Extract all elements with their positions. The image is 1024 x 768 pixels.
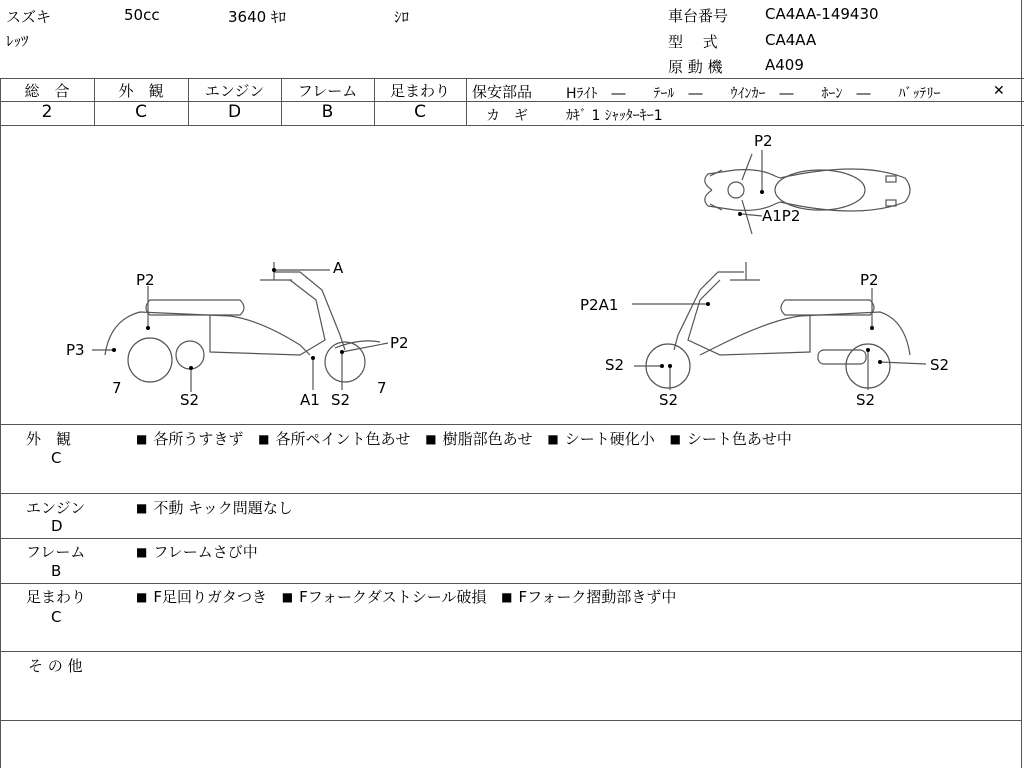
diagram-label: 7 — [112, 379, 122, 397]
grade-label: 足まわり — [389, 82, 450, 100]
grade-value: C — [414, 102, 426, 122]
diagram-label: P2 — [136, 271, 155, 289]
grade-label: エンジン — [204, 82, 265, 100]
grade-label: 総 合 — [24, 82, 70, 100]
note-item: ■ 各所ペイント色あせ — [258, 430, 410, 448]
note-items — [136, 541, 268, 562]
note-item: ■ 各所うすきず — [136, 430, 243, 448]
diagram-label: 7 — [377, 379, 387, 397]
frame-no-label: 車台番号 — [668, 7, 729, 25]
key-label: カ ギ — [486, 108, 528, 124]
note-grade: B — [51, 562, 62, 580]
divider — [466, 78, 467, 125]
engine-label: 原 動 機 — [668, 58, 723, 76]
note-items — [136, 586, 686, 607]
diagram-label: P2A1 — [580, 296, 619, 314]
diagram-label: S2 — [331, 391, 351, 409]
divider — [0, 651, 1022, 652]
displacement: 50cc — [124, 6, 160, 24]
note-item: ■ 樹脂部色あせ — [425, 430, 532, 448]
mileage: 3640 ｷﾛ — [228, 8, 286, 26]
key-value: ｶｷﾞ 1 ｼｬｯﾀｰｷｰ1 — [566, 108, 663, 124]
diagram-label: A — [333, 259, 344, 277]
battery-mark: ✕ — [993, 83, 1005, 99]
note-item: ■ 不動 キック問題なし — [136, 499, 293, 517]
type-value: CA4AA — [765, 31, 817, 49]
note-grade: D — [51, 517, 63, 535]
grade-label: フレーム — [297, 82, 358, 100]
note-grade: C — [51, 608, 62, 626]
color: ｼﾛ — [394, 8, 410, 26]
note-label: 足まわり — [26, 588, 87, 606]
diagram-label: P2 — [390, 334, 409, 352]
note-item: ■ F足回りガタつき — [136, 588, 267, 606]
divider — [0, 424, 1022, 425]
grade-value: B — [321, 102, 334, 122]
grade-label: 外 観 — [118, 82, 164, 100]
note-grade: C — [51, 449, 62, 467]
note-item: ■ シート色あせ中 — [670, 430, 792, 448]
note-label: フレーム — [26, 543, 86, 561]
diagram-label: S2 — [930, 356, 950, 374]
grade-value: C — [135, 102, 147, 122]
engine-value: A409 — [765, 56, 804, 74]
note-items — [136, 428, 802, 449]
note-items — [136, 497, 303, 518]
divider — [0, 538, 1022, 539]
note-item: ■ シート硬化小 — [547, 430, 654, 448]
frame-no: CA4AA-149430 — [765, 5, 879, 23]
note-label: そ の 他 — [28, 657, 83, 675]
top-view-scooter — [705, 154, 910, 234]
diagram-label: P2 — [754, 132, 773, 150]
model-name: ﾚｯﾂ — [6, 32, 29, 50]
note-item: ■ Fフォークダストシール破損 — [282, 588, 487, 606]
type-label: 型 式 — [668, 33, 718, 51]
diagram-label: S2 — [180, 391, 200, 409]
diagram-label: P2 — [860, 271, 879, 289]
note-label: エンジン — [26, 499, 86, 517]
safety-label: 保安部品 — [472, 83, 533, 101]
note-item: ■ フレームさび中 — [136, 543, 258, 561]
diagram-label: A1 — [300, 391, 320, 409]
safety-items: Hﾗｲﾄ ― ﾃｰﾙ ― ｳｲﾝｶｰ ― ﾎｰﾝ ― ﾊﾞｯﾃﾘｰ — [566, 86, 941, 102]
grade-value: D — [227, 102, 242, 122]
divider — [0, 583, 1022, 584]
grade-value: 2 — [41, 102, 53, 122]
diagram-label: P3 — [66, 341, 85, 359]
maker: スズキ — [6, 8, 52, 26]
diagram-label: S2 — [659, 391, 679, 409]
divider — [0, 493, 1022, 494]
diagram-label: S2 — [605, 356, 625, 374]
divider — [0, 78, 1024, 79]
diagram-label: S2 — [856, 391, 876, 409]
diagram-label: A1P2 — [762, 207, 801, 225]
divider — [0, 720, 1022, 721]
note-label: 外 観 — [26, 430, 72, 448]
note-item: ■ Fフォーク摺動部きず中 — [501, 588, 676, 606]
